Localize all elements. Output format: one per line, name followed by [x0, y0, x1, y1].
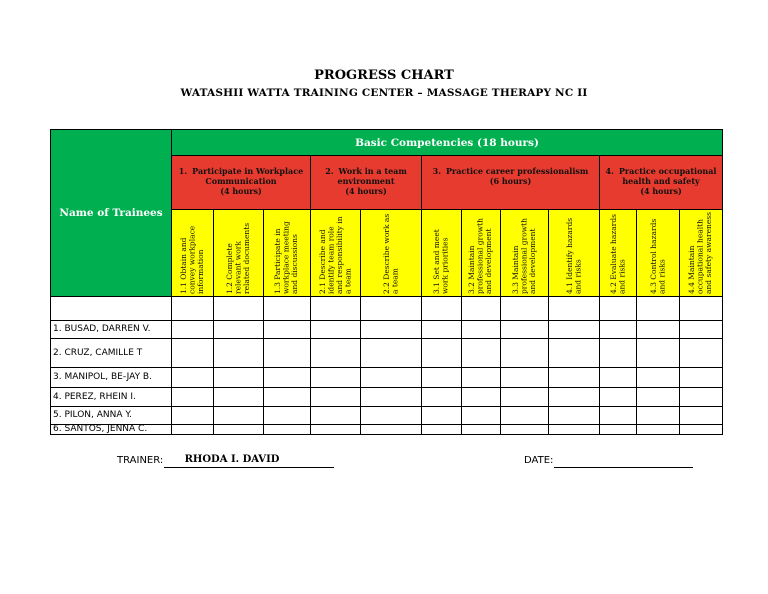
trainee-name-cell: 6. SANTOS, JENNA C.	[50, 424, 172, 435]
competency-hours: (6 hours)	[489, 176, 532, 186]
progress-cell[interactable]	[461, 406, 501, 425]
progress-cell[interactable]	[421, 338, 462, 368]
progress-cell[interactable]	[263, 296, 311, 321]
trainee-name-cell: 2. CRUZ, CAMILLE T	[50, 338, 172, 368]
sub-competency-label: 4.4 Maintain occupational health and safety awareness	[687, 211, 714, 294]
progress-cell[interactable]	[548, 387, 600, 407]
progress-cell[interactable]	[548, 320, 600, 339]
competency-label: Practice career professionalism	[446, 166, 589, 176]
progress-cell[interactable]	[213, 424, 264, 435]
sub-competency-header	[679, 209, 723, 297]
progress-cell[interactable]	[461, 367, 501, 388]
sub-competency-header	[310, 209, 361, 297]
progress-cell[interactable]	[461, 338, 501, 368]
progress-cell[interactable]	[310, 296, 361, 321]
sub-competency-label: 1.2 Complete relevant work related documents	[224, 222, 251, 294]
progress-cell[interactable]	[599, 296, 637, 321]
progress-cell[interactable]	[360, 387, 422, 407]
page-subtitle: WATASHII WATTA TRAINING CENTER – MASSAGE THERAPY NC II	[180, 87, 588, 99]
progress-cell[interactable]	[171, 367, 214, 388]
progress-cell[interactable]	[679, 387, 723, 407]
progress-cell[interactable]	[548, 367, 600, 388]
sub-competency-label: 3.3 Maintain professional growth and development	[510, 218, 537, 294]
sub-competency-label: 1.3 Participate in workplace meeting and discussions	[273, 221, 300, 294]
trainer-name: RHODA I. DAVID	[184, 454, 280, 465]
progress-cell[interactable]	[213, 387, 264, 407]
progress-cell[interactable]	[599, 320, 637, 339]
progress-cell[interactable]	[636, 320, 680, 339]
sub-competency-label: 1.1 Obtain and convey workplace information	[178, 225, 205, 294]
basic-competencies-header: Basic Competencies (18 hours)	[171, 129, 723, 156]
progress-cell[interactable]	[636, 387, 680, 407]
progress-cell[interactable]	[171, 424, 214, 435]
progress-cell[interactable]	[679, 338, 723, 368]
sub-competency-label: 4.3 Control hazards and risks	[648, 218, 666, 294]
progress-cell[interactable]	[310, 320, 361, 339]
competency-label: Participate in Workplace Communication	[192, 166, 304, 186]
competency-label: Work in a team environment	[337, 166, 407, 186]
trainee-name-cell: 4. PEREZ, RHEIN I.	[50, 387, 172, 407]
competency-hours: (4 hours)	[345, 186, 387, 196]
progress-cell[interactable]	[263, 387, 311, 407]
progress-cell[interactable]	[500, 338, 549, 368]
progress-cell[interactable]	[310, 424, 361, 435]
progress-cell[interactable]	[548, 424, 600, 435]
progress-cell[interactable]	[679, 296, 723, 321]
progress-cell[interactable]	[421, 320, 462, 339]
progress-cell[interactable]	[263, 320, 311, 339]
progress-cell[interactable]	[679, 320, 723, 339]
progress-table	[50, 129, 734, 434]
progress-cell[interactable]	[171, 296, 214, 321]
progress-cell[interactable]	[213, 296, 264, 321]
progress-cell[interactable]	[310, 387, 361, 407]
progress-cell[interactable]	[679, 424, 723, 435]
progress-cell[interactable]	[461, 424, 501, 435]
trainee-name-cell: 1. BUSAD, DARREN V.	[50, 320, 172, 339]
trainer-label: TRAINER:	[117, 455, 164, 466]
progress-cell[interactable]	[500, 387, 549, 407]
progress-cell[interactable]	[171, 338, 214, 368]
progress-cell[interactable]	[636, 367, 680, 388]
progress-cell[interactable]	[263, 338, 311, 368]
sub-competency-header	[360, 209, 422, 297]
progress-cell[interactable]	[599, 367, 637, 388]
sub-competency-label: 4.2 Evaluate hazards and risks	[608, 214, 626, 294]
progress-cell[interactable]	[679, 406, 723, 425]
trainee-name-cell	[50, 296, 172, 321]
progress-cell[interactable]	[171, 320, 214, 339]
competency-number: 2.	[325, 166, 334, 176]
progress-cell[interactable]	[421, 296, 462, 321]
competency-number: 3.	[432, 166, 442, 176]
competency-header	[421, 155, 600, 210]
progress-cell[interactable]	[636, 406, 680, 425]
progress-cell[interactable]	[360, 406, 422, 425]
progress-cell[interactable]	[500, 320, 549, 339]
progress-cell[interactable]	[679, 367, 723, 388]
date-line	[554, 467, 693, 468]
sub-competency-header	[421, 209, 462, 297]
trainer-signature-line	[164, 467, 334, 468]
progress-cell[interactable]	[213, 338, 264, 368]
competency-header	[599, 155, 723, 210]
sub-competency-label: 4.1 Identify hazards and risks	[564, 217, 582, 294]
progress-cell[interactable]	[461, 320, 501, 339]
progress-cell[interactable]	[360, 296, 422, 321]
progress-cell[interactable]	[213, 367, 264, 388]
progress-cell[interactable]	[213, 406, 264, 425]
sub-competency-header	[500, 209, 549, 297]
progress-cell[interactable]	[500, 367, 549, 388]
progress-cell[interactable]	[360, 320, 422, 339]
competency-header	[171, 155, 311, 210]
sub-competency-header	[461, 209, 501, 297]
progress-cell[interactable]	[310, 367, 361, 388]
competency-hours: (4 hours)	[220, 186, 262, 196]
sub-competency-label: 3.2 Maintain professional growth and development	[467, 218, 494, 294]
progress-cell[interactable]	[599, 387, 637, 407]
page-title: PROGRESS CHART	[314, 68, 454, 83]
progress-cell[interactable]	[263, 367, 311, 388]
sub-competency-label: 2.2 Describe work as a team	[381, 213, 399, 294]
progress-cell[interactable]	[263, 406, 311, 425]
progress-cell[interactable]	[421, 367, 462, 388]
sub-competency-header	[599, 209, 637, 297]
sub-competency-header	[548, 209, 600, 297]
progress-cell[interactable]	[171, 406, 214, 425]
progress-cell[interactable]	[548, 406, 600, 425]
progress-cell[interactable]	[548, 338, 600, 368]
sub-competency-header	[263, 209, 311, 297]
sub-competency-label: 2.1 Describe and identify team role and responsibility in a team	[317, 216, 352, 294]
progress-cell[interactable]	[310, 406, 361, 425]
progress-cell[interactable]	[599, 406, 637, 425]
competency-header	[310, 155, 422, 210]
progress-cell[interactable]	[548, 296, 600, 321]
progress-cell[interactable]	[421, 424, 462, 435]
progress-cell[interactable]	[213, 320, 264, 339]
competency-number: 1.	[178, 166, 188, 176]
progress-cell[interactable]	[360, 338, 422, 368]
progress-cell[interactable]	[263, 424, 311, 435]
sub-competency-header	[636, 209, 680, 297]
progress-cell[interactable]	[636, 424, 680, 435]
date-label: DATE:	[524, 455, 554, 466]
competency-hours: (4 hours)	[640, 186, 682, 196]
progress-cell[interactable]	[360, 424, 422, 435]
progress-cell[interactable]	[500, 296, 549, 321]
progress-cell[interactable]	[310, 338, 361, 368]
trainee-header: Name of Trainees	[50, 129, 172, 297]
progress-cell[interactable]	[500, 406, 549, 425]
competency-label: Practice occupational health and safety	[618, 166, 717, 186]
progress-cell[interactable]	[636, 338, 680, 368]
progress-cell[interactable]	[171, 387, 214, 407]
trainee-name-cell: 3. MANIPOL, BE-JAY B.	[50, 367, 172, 388]
sub-competency-header	[213, 209, 264, 297]
progress-cell[interactable]	[599, 424, 637, 435]
trainee-name-cell: 5. PILON, ANNA Y.	[50, 406, 172, 425]
progress-cell[interactable]	[461, 296, 501, 321]
progress-cell[interactable]	[360, 367, 422, 388]
sub-competency-label: 3.1 Set and meet work priorities	[432, 229, 450, 294]
progress-cell[interactable]	[421, 387, 462, 407]
progress-cell[interactable]	[599, 338, 637, 368]
progress-cell[interactable]	[500, 424, 549, 435]
progress-cell[interactable]	[636, 296, 680, 321]
progress-cell[interactable]	[421, 406, 462, 425]
sub-competency-header	[171, 209, 214, 297]
competency-number: 4.	[605, 166, 614, 176]
progress-cell[interactable]	[461, 387, 501, 407]
